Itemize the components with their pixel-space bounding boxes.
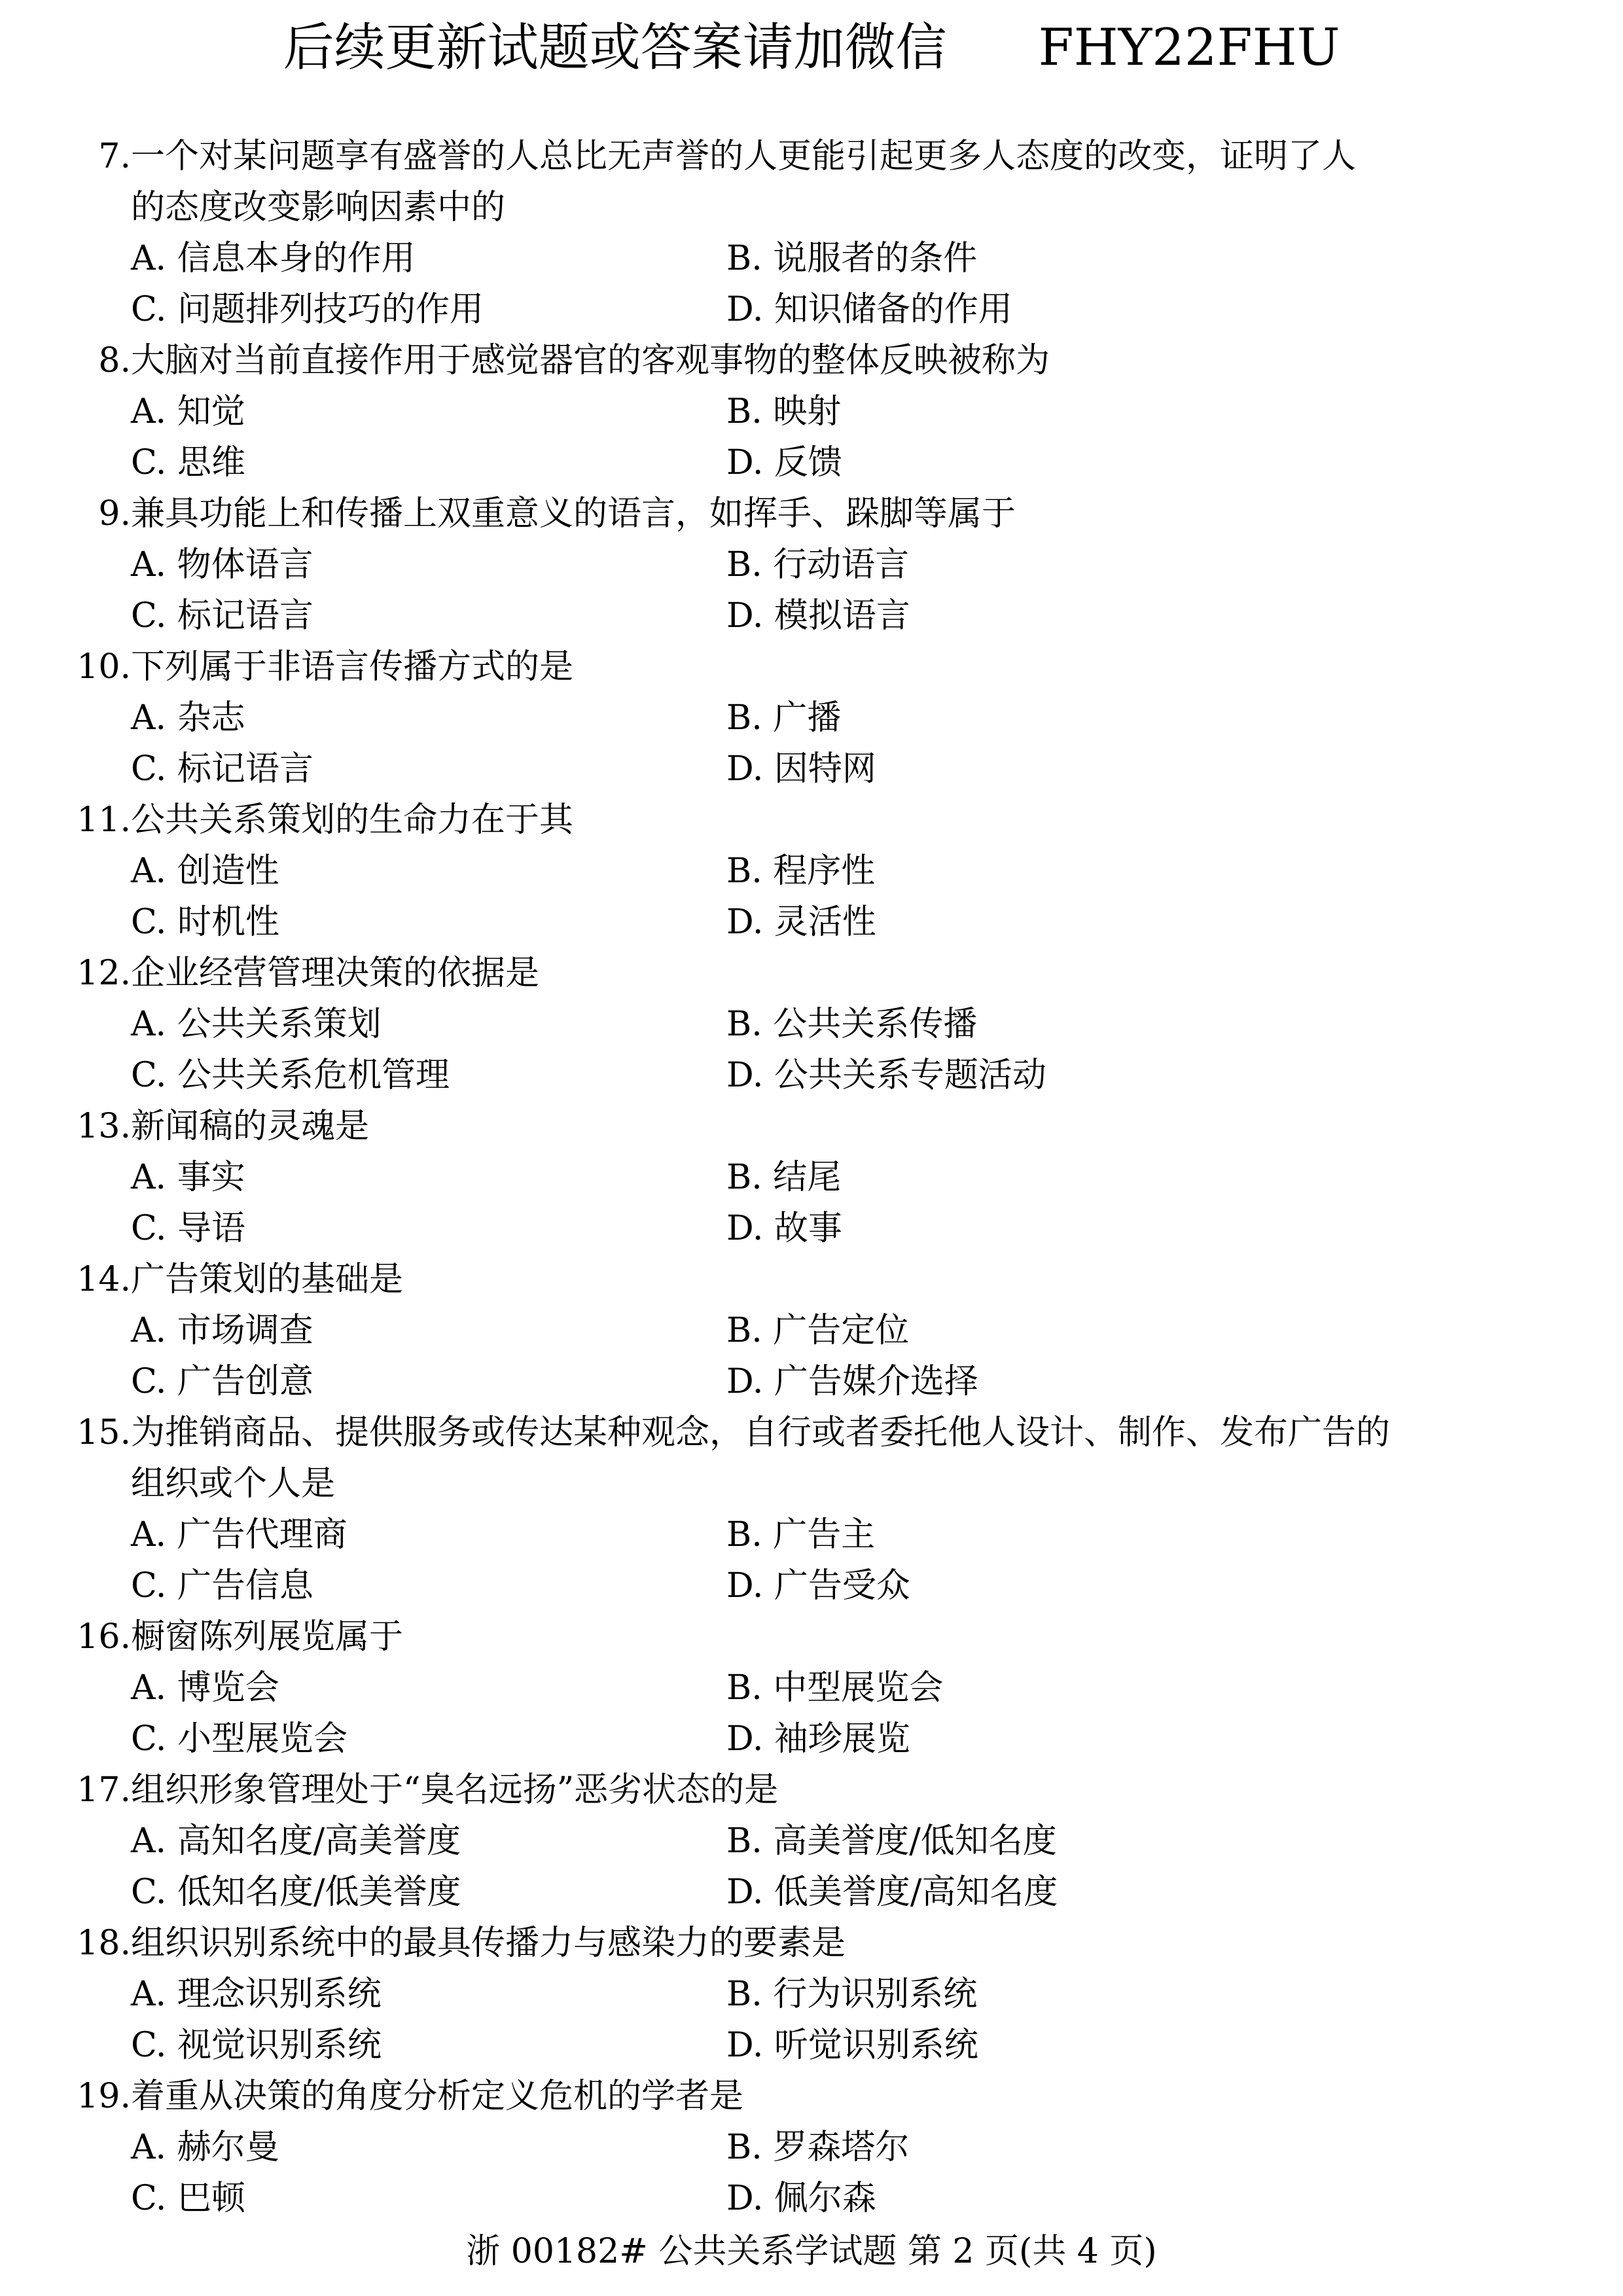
question-number: 7. — [98, 137, 131, 176]
question-item — [0, 948, 1623, 1101]
question-number: 12. — [77, 954, 131, 993]
option-row — [0, 897, 1623, 948]
option-row — [0, 437, 1623, 488]
question-text: 广告策划的基础是 — [131, 1260, 404, 1299]
option-row — [0, 1152, 1623, 1203]
question-text: 组织识别系统中的最具传播力与感染力的要素是 — [131, 1924, 846, 1963]
question-number: 14. — [77, 1260, 131, 1299]
question-item — [0, 2071, 1623, 2224]
option-row — [0, 2173, 1623, 2224]
answer-option: C. 广告信息 — [131, 1566, 313, 1605]
answer-option: C. 公共关系危机管理 — [131, 1056, 450, 1095]
answer-option: C. 巴顿 — [131, 2179, 245, 2218]
question-item — [0, 488, 1623, 641]
question-item — [0, 335, 1623, 488]
page-header — [0, 12, 1623, 84]
option-row — [0, 846, 1623, 897]
answer-option: C. 标记语言 — [131, 596, 313, 636]
answer-option: D. 反馈 — [726, 443, 842, 482]
option-row — [0, 1662, 1623, 1713]
answer-option: A. 信息本身的作用 — [131, 239, 416, 278]
answer-option: A. 赫尔曼 — [131, 2128, 279, 2167]
answer-option: D. 佩尔森 — [726, 2179, 876, 2218]
question-item — [0, 795, 1623, 948]
question-number: 9. — [98, 494, 131, 533]
question-stem — [0, 948, 1623, 999]
answer-option: B. 公共关系传播 — [726, 1005, 978, 1044]
answer-option: D. 灵活性 — [726, 903, 876, 942]
option-row — [0, 284, 1623, 335]
option-row — [0, 2020, 1623, 2071]
answer-option: C. 问题排列技巧的作用 — [131, 290, 484, 329]
option-row — [0, 692, 1623, 744]
question-list — [0, 131, 1623, 2224]
answer-option: B. 程序性 — [726, 852, 876, 891]
answer-option: B. 映射 — [726, 392, 842, 431]
question-stem — [0, 1407, 1623, 1458]
option-row — [0, 1509, 1623, 1560]
answer-option: A. 事实 — [131, 1158, 245, 1197]
option-row — [0, 1050, 1623, 1101]
question-text: 的态度改变影响因素中的 — [131, 188, 506, 227]
question-item — [0, 1918, 1623, 2071]
question-stem — [0, 131, 1623, 182]
question-text: 下列属于非语言传播方式的是 — [131, 647, 574, 687]
header-notice: 后续更新试题或答案请加微信 — [283, 18, 947, 77]
question-text: 新闻稿的灵魂是 — [131, 1107, 370, 1146]
answer-option: A. 理念识别系统 — [131, 1975, 382, 2014]
option-row — [0, 590, 1623, 641]
answer-option: C. 时机性 — [131, 903, 279, 942]
option-row — [0, 999, 1623, 1050]
question-text: 公共关系策划的生命力在于其 — [131, 800, 574, 840]
question-item — [0, 1765, 1623, 1918]
page-footer: 浙 00182# 公共关系学试题 第 2 页(共 4 页) — [466, 2232, 1157, 2271]
question-item — [0, 1407, 1623, 1611]
header-wechat-id: FHY22FHU — [1038, 18, 1340, 77]
question-text: 企业经营管理决策的依据是 — [131, 954, 540, 993]
question-stem — [0, 1765, 1623, 1816]
question-stem — [0, 2071, 1623, 2122]
question-text: 大脑对当前直接作用于感觉器官的客观事物的整体反映被称为 — [131, 341, 1050, 380]
question-item — [0, 1254, 1623, 1407]
option-row — [0, 1203, 1623, 1254]
answer-option: B. 广告主 — [726, 1515, 876, 1554]
answer-option: D. 故事 — [726, 1209, 842, 1248]
answer-option: D. 模拟语言 — [726, 596, 910, 636]
answer-option: C. 导语 — [131, 1209, 245, 1248]
question-item — [0, 1101, 1623, 1254]
option-row — [0, 386, 1623, 437]
option-row — [0, 1713, 1623, 1765]
option-row — [0, 1560, 1623, 1611]
answer-option: C. 视觉识别系统 — [131, 2026, 382, 2065]
answer-option: A. 市场调查 — [131, 1311, 313, 1350]
option-row — [0, 2122, 1623, 2173]
answer-option: B. 结尾 — [726, 1158, 842, 1197]
option-row — [0, 1305, 1623, 1356]
answer-option: C. 标记语言 — [131, 749, 313, 789]
answer-option: B. 说服者的条件 — [726, 239, 978, 278]
question-stem — [0, 488, 1623, 539]
answer-option: A. 物体语言 — [131, 545, 313, 584]
question-stem — [0, 795, 1623, 846]
answer-option: A. 公共关系策划 — [131, 1005, 382, 1044]
question-text: 兼具功能上和传播上双重意义的语言，如挥手、跺脚等属于 — [131, 494, 1016, 533]
answer-option: D. 知识储备的作用 — [726, 290, 1012, 329]
option-row — [0, 744, 1623, 795]
question-number: 18. — [77, 1924, 131, 1963]
answer-option: D. 袖珍展览 — [726, 1719, 910, 1759]
question-stem — [0, 1611, 1623, 1662]
question-number: 15. — [77, 1413, 131, 1452]
option-row — [0, 1969, 1623, 2020]
answer-option: A. 广告代理商 — [131, 1515, 348, 1554]
question-stem — [0, 1101, 1623, 1152]
question-text: 着重从决策的角度分析定义危机的学者是 — [131, 2077, 744, 2116]
question-number: 19. — [77, 2077, 131, 2116]
question-text: 橱窗陈列展览属于 — [131, 1617, 404, 1657]
answer-option: B. 广播 — [726, 698, 842, 738]
answer-option: B. 罗森塔尔 — [726, 2128, 910, 2167]
question-stem — [0, 1918, 1623, 1969]
question-text: 一个对某问题享有盛誉的人总比无声誉的人更能引起更多人态度的改变，证明了人 — [131, 137, 1357, 176]
answer-option: D. 广告受众 — [726, 1566, 910, 1605]
answer-option: C. 低知名度/低美誉度 — [131, 1873, 461, 1912]
option-row — [0, 1816, 1623, 1867]
answer-option: D. 广告媒介选择 — [726, 1362, 978, 1401]
question-stem — [0, 641, 1623, 692]
answer-option: A. 高知名度/高美誉度 — [131, 1821, 461, 1861]
question-stem — [0, 1254, 1623, 1305]
question-number: 17. — [77, 1770, 131, 1810]
answer-option: A. 创造性 — [131, 852, 279, 891]
answer-option: B. 行为识别系统 — [726, 1975, 978, 2014]
answer-option: A. 博览会 — [131, 1668, 279, 1708]
question-stem — [0, 335, 1623, 386]
answer-option: D. 听觉识别系统 — [726, 2026, 978, 2065]
answer-option: B. 中型展览会 — [726, 1668, 944, 1708]
answer-option: B. 广告定位 — [726, 1311, 910, 1350]
question-number: 8. — [98, 341, 131, 380]
question-text: 组织或个人是 — [131, 1464, 336, 1503]
answer-option: B. 行动语言 — [726, 545, 910, 584]
option-row — [0, 233, 1623, 284]
question-number: 16. — [77, 1617, 131, 1657]
answer-option: C. 思维 — [131, 443, 245, 482]
answer-option: C. 小型展览会 — [131, 1719, 348, 1759]
question-number: 10. — [77, 647, 131, 687]
question-item — [0, 641, 1623, 795]
answer-option: A. 知觉 — [131, 392, 245, 431]
answer-option: D. 公共关系专题活动 — [726, 1056, 1046, 1095]
question-stem-continuation — [0, 1458, 1623, 1509]
question-item — [0, 131, 1623, 335]
option-row — [0, 1867, 1623, 1918]
answer-option: C. 广告创意 — [131, 1362, 313, 1401]
question-text: 组织形象管理处于“臭名远扬”恶劣状态的是 — [131, 1770, 779, 1810]
answer-option: A. 杂志 — [131, 698, 245, 738]
question-item — [0, 1611, 1623, 1765]
answer-option: B. 高美誉度/低知名度 — [726, 1821, 1057, 1861]
answer-option: D. 因特网 — [726, 749, 876, 789]
question-stem-continuation — [0, 182, 1623, 233]
answer-option: D. 低美誉度/高知名度 — [726, 1873, 1058, 1912]
option-row — [0, 539, 1623, 590]
question-text: 为推销商品、提供服务或传达某种观念，自行或者委托他人设计、制作、发布广告的 — [131, 1413, 1391, 1452]
option-row — [0, 1356, 1623, 1407]
question-number: 13. — [77, 1107, 131, 1146]
question-number: 11. — [77, 800, 131, 840]
